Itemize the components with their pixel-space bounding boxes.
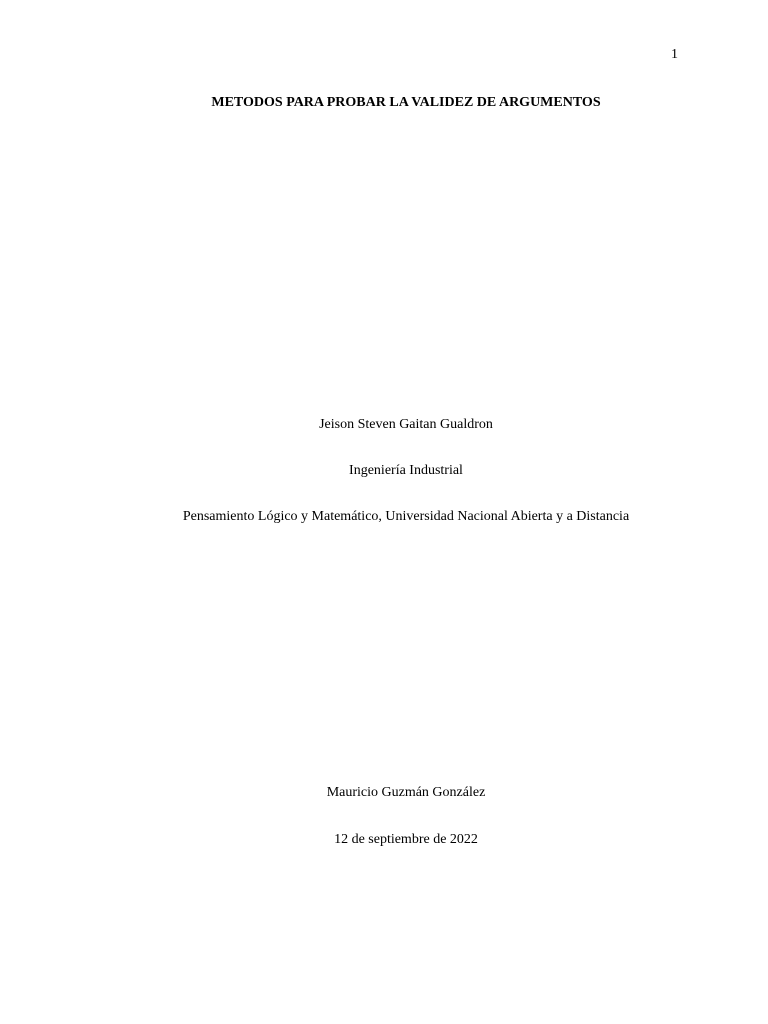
program-name: Ingeniería Industrial xyxy=(349,463,463,478)
document-title: METODOS PARA PROBAR LA VALIDEZ DE ARGUMENTOS xyxy=(211,95,601,110)
document-date: 12 de septiembre de 2022 xyxy=(334,832,478,847)
course-institution: Pensamiento Lógico y Matemático, Universidad Nacional Abierta y a Distancia xyxy=(182,509,630,524)
author-name: Jeison Steven Gaitan Gualdron xyxy=(319,417,493,432)
instructor-name: Mauricio Guzmán González xyxy=(326,785,486,800)
page-number: 1 xyxy=(671,47,678,62)
